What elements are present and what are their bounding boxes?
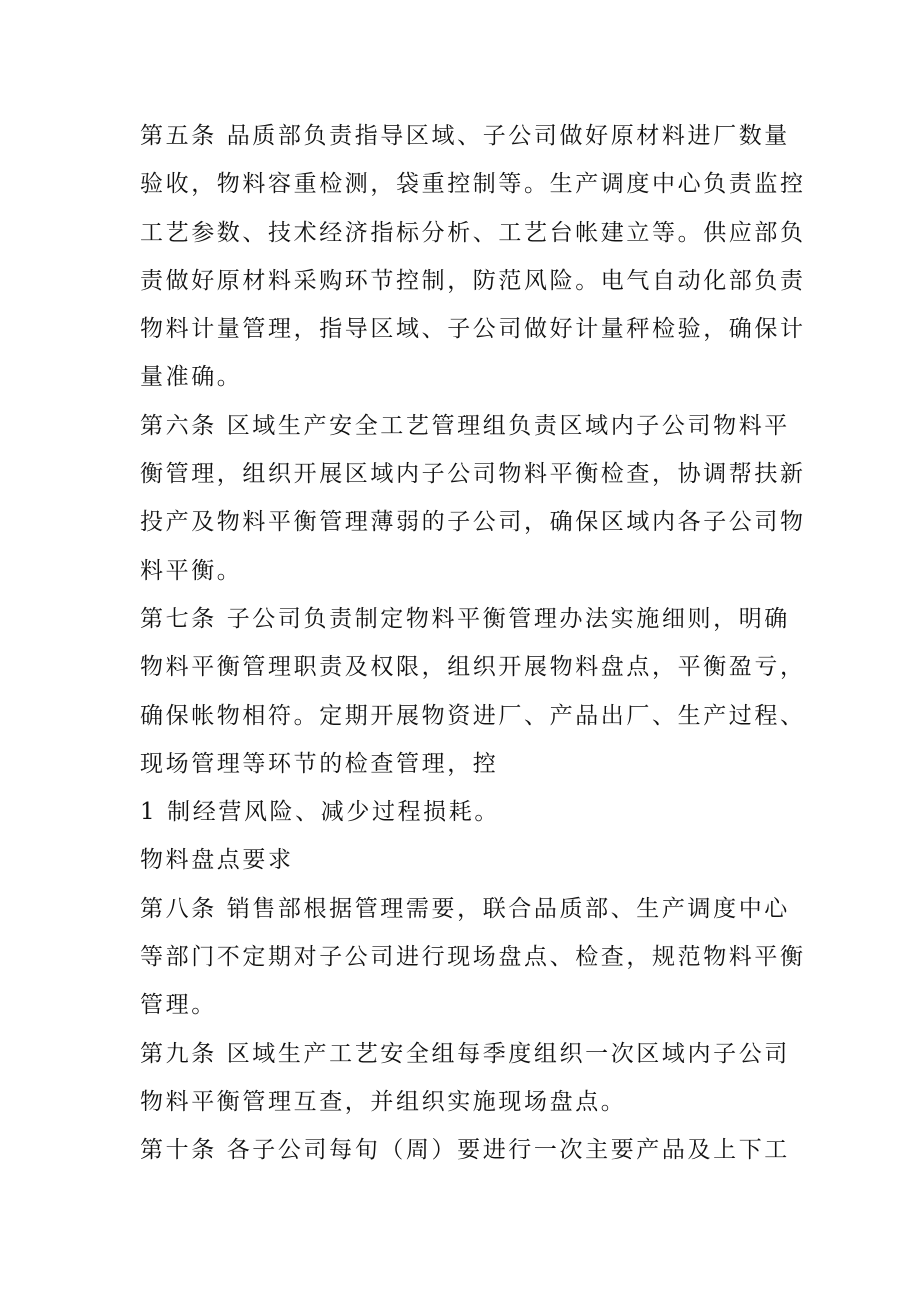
section-heading: 物料盘点要求: [140, 847, 294, 874]
text-line: 第八条 销售部根据管理需要，联合品质部、生产调度中心: [140, 895, 790, 922]
text-line: 第五条 品质部负责指导区域、子公司做好原材料进厂数量: [140, 123, 790, 149]
text-line: 投产及物料平衡管理薄弱的子公司，确保区域内各子公司物: [140, 509, 806, 536]
text-line: 等部门不定期对子公司进行现场盘点、检查，规范物料平衡: [140, 944, 806, 971]
text-line: 第六条 区域生产安全工艺管理组负责区域内子公司物料平: [140, 412, 790, 439]
text-line: 现场管理等环节的检查管理，控: [140, 750, 499, 777]
text-line: 第九条 区域生产工艺安全组每季度组织一次区域内子公司: [140, 1040, 790, 1067]
text-line: 第七条 子公司负责制定物料平衡管理办法实施细则，明确: [140, 605, 790, 632]
document-body: [140, 112, 806, 1175]
text-line: 衡管理，组织开展区域内子公司物料平衡检查，协调帮扶新: [140, 461, 806, 488]
text-line: 物料平衡管理职责及权限，组织开展物料盘点，平衡盈亏，: [140, 654, 806, 681]
text-line: 工艺参数、技术经济指标分析、工艺台帐建立等。供应部负: [140, 219, 806, 246]
text-line: 物料平衡管理互查，并组织实施现场盘点。: [140, 1088, 627, 1115]
text-line: 验收，物料容重检测，袋重控制等。生产调度中心负责监控: [140, 171, 806, 198]
text-line: 料平衡。: [140, 557, 243, 584]
text-line: 责做好原材料采购环节控制，防范风险。电气自动化部负责: [140, 267, 806, 294]
text-line: 物料计量管理，指导区域、子公司做好计量秤检验，确保计: [140, 316, 806, 343]
text-line: 管理。: [140, 992, 217, 1019]
text-line: 确保帐物相符。定期开展物资进厂、产品出厂、生产过程、: [140, 702, 806, 729]
text-line: 1 制经营风险、减少过程损耗。: [140, 799, 500, 826]
text-line: 第十条 各子公司每旬（周）要进行一次主要产品及上下工: [140, 1137, 790, 1164]
text-line: 量准确。: [140, 364, 243, 391]
